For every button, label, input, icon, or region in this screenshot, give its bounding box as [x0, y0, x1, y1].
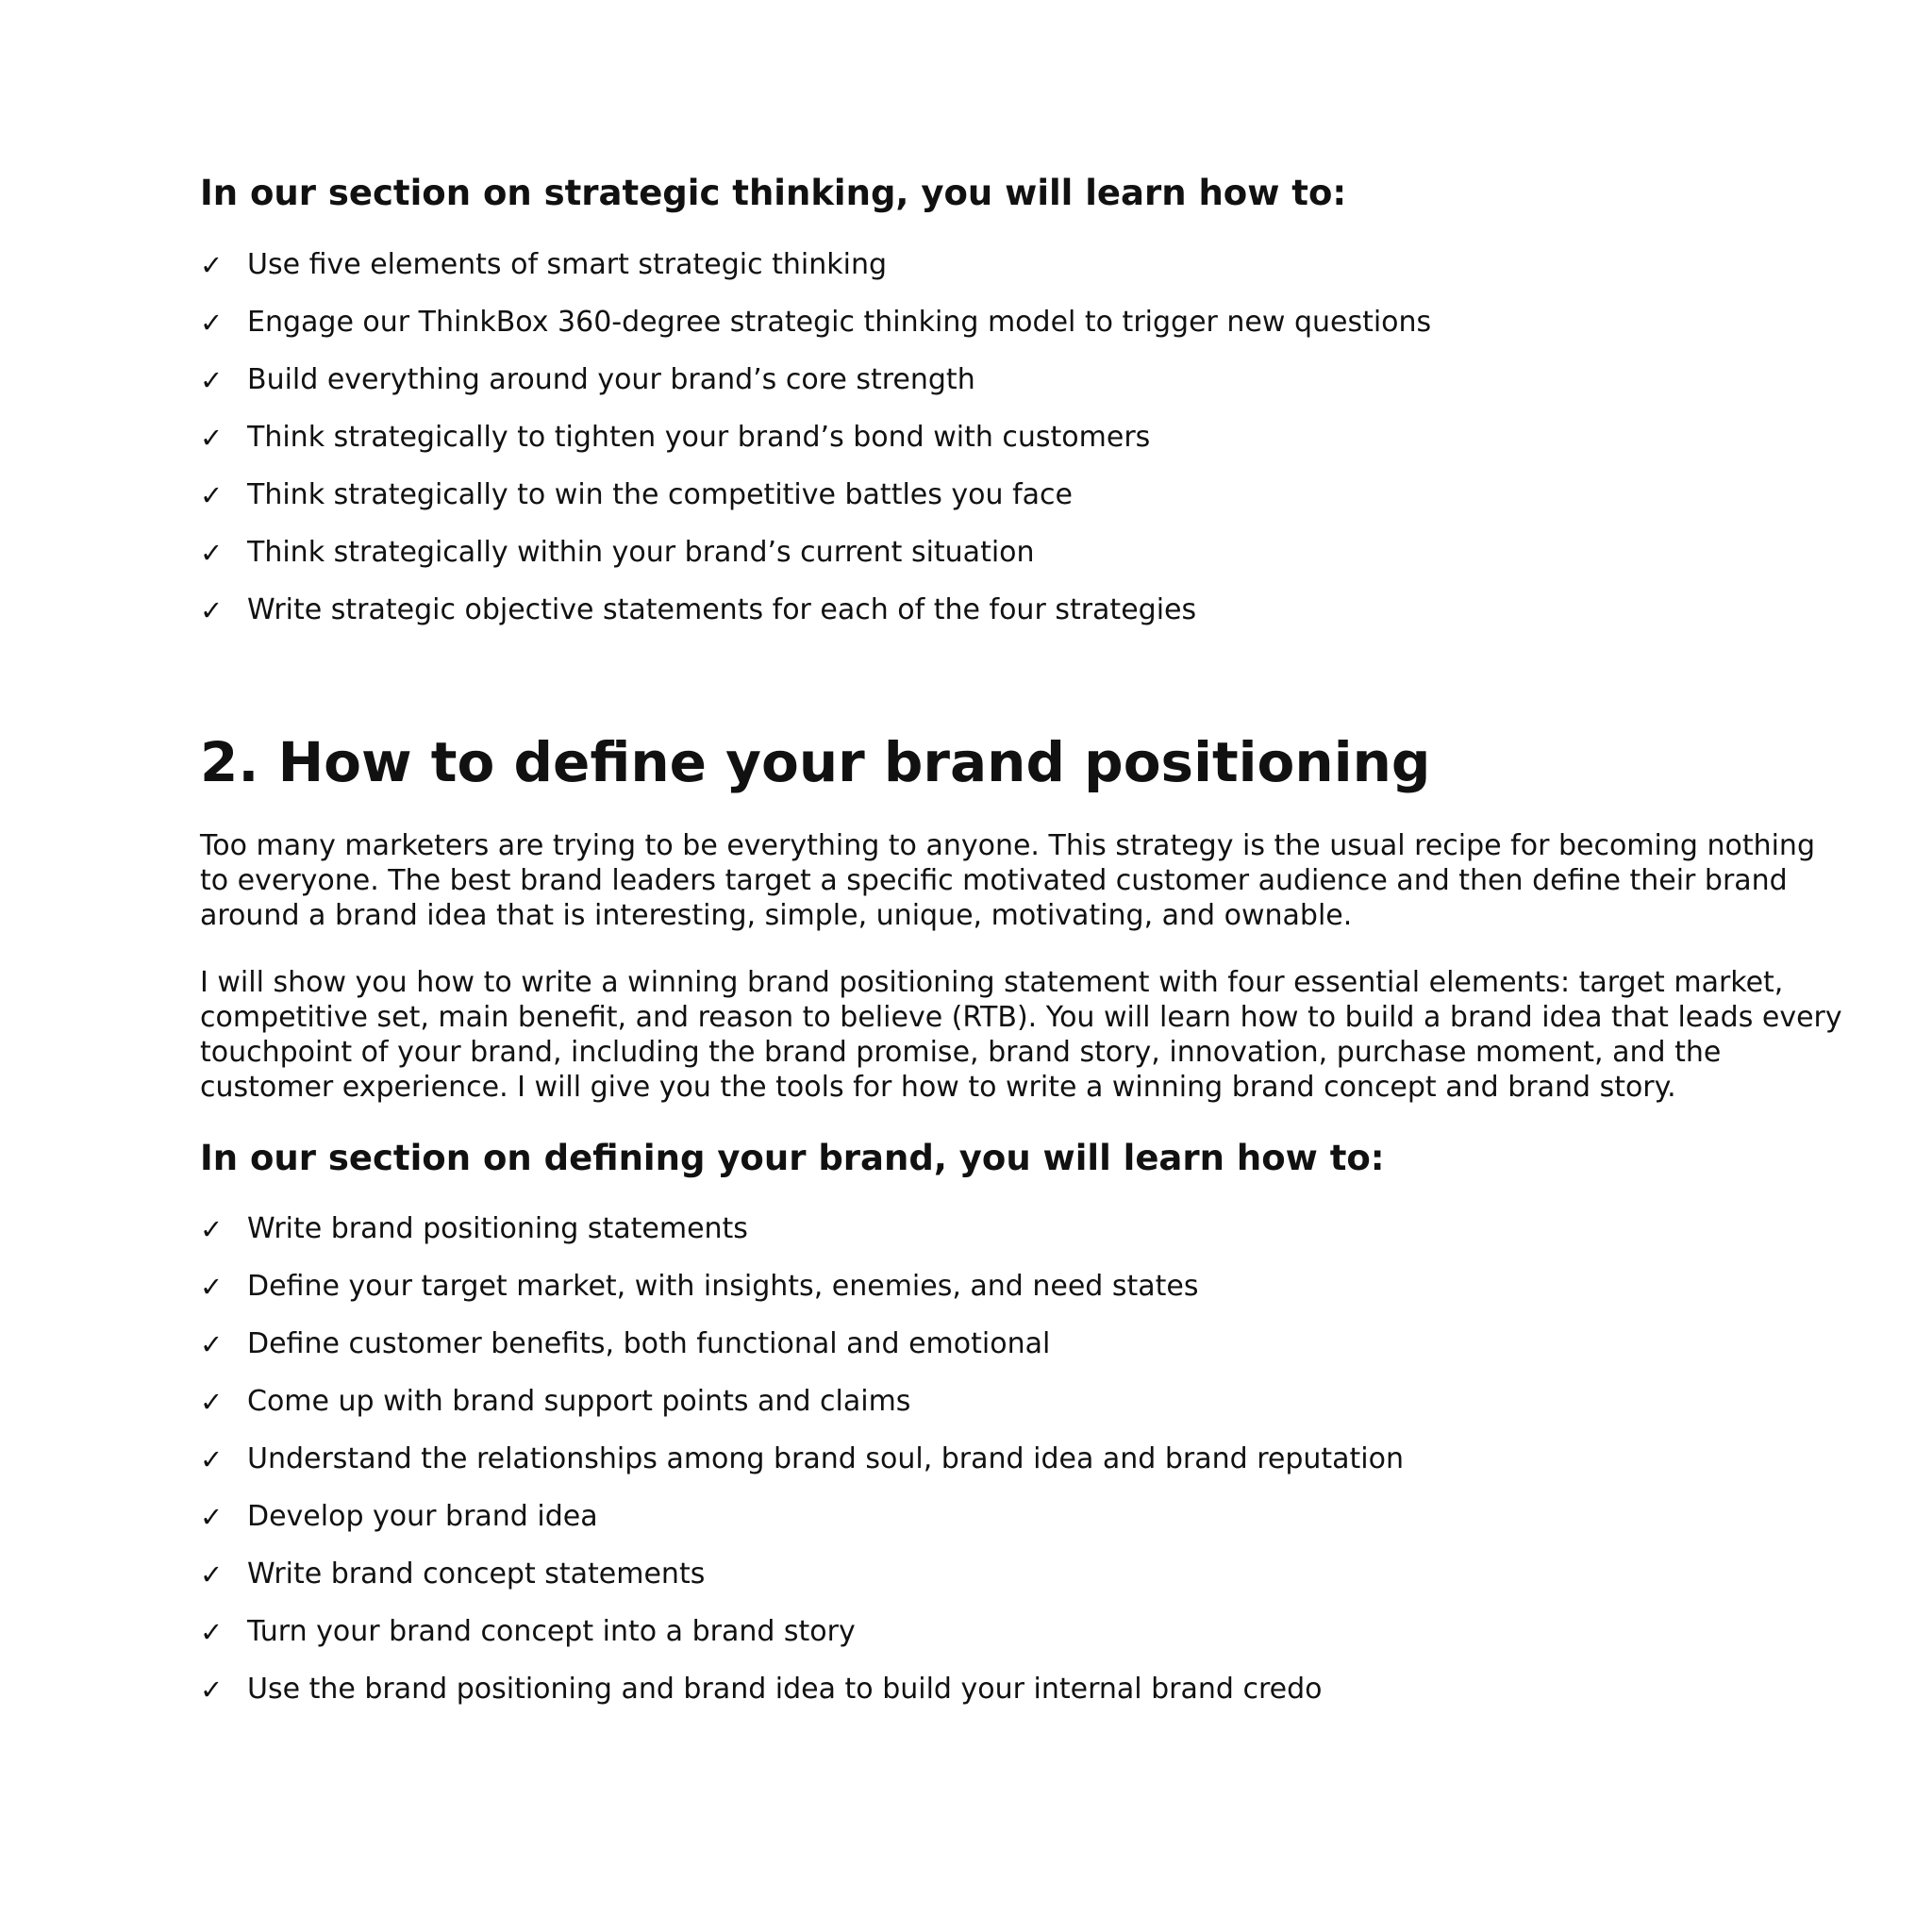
checklist-item-text: Think strategically within your brand’s current situation: [247, 535, 1035, 569]
checklist-item: [200, 1660, 1404, 1718]
checklist-item: [200, 1315, 1404, 1373]
checkmark-icon: ✓: [200, 536, 224, 569]
checkmark-icon: ✓: [200, 1500, 224, 1533]
checkmark-icon: ✓: [200, 1442, 224, 1475]
checklist-item: [200, 1200, 1404, 1257]
section-subheading-defining-brand: In our section on defining your brand, you will learn how to:: [200, 1138, 1385, 1178]
checkmark-icon: ✓: [200, 1615, 224, 1648]
checklist-item-text: Think strategically to tighten your brand’s bond with customers: [247, 420, 1151, 454]
defining-brand-checklist: [200, 1200, 1404, 1718]
paragraph-details: I will show you how to write a winning brand positioning statement with four essential elements: target market, competitive set, main benefit, and reason to believe (RTB). You will learn how to build a brand idea that leads every touchpoint of your brand, including the brand promise, brand story, innovation, purchase moment, and the customer experience. I will give you the tools for how to write a winning brand concept and brand story.: [200, 966, 1842, 1104]
section-title-brand-positioning: 2. How to define your brand positioning: [200, 730, 1431, 794]
checklist-item-text: Use the brand positioning and brand idea to build your internal brand credo: [247, 1672, 1323, 1706]
checklist-item: [200, 351, 1431, 408]
checklist-item: [200, 1545, 1404, 1603]
checklist-item-text: Engage our ThinkBox 360-degree strategic thinking model to trigger new questions: [247, 305, 1432, 339]
checklist-item-text: Understand the relationships among brand soul, brand idea and brand reputation: [247, 1441, 1405, 1475]
checkmark-icon: ✓: [200, 306, 224, 339]
checkmark-icon: ✓: [200, 421, 224, 454]
checklist-item: [200, 1603, 1404, 1660]
checklist-item-text: Turn your brand concept into a brand story: [247, 1614, 856, 1648]
paragraph-intro: Too many marketers are trying to be everything to anyone. This strategy is the usual recipe for becoming nothing to everyone. The best brand leaders target a specific motivated customer audience and then define their brand around a brand idea that is interesting, simple, unique, motivating, and ownable.: [200, 829, 1815, 932]
checklist-item: [200, 581, 1431, 639]
section-subheading-strategic-thinking: In our section on strategic thinking, you will learn how to:: [200, 173, 1347, 213]
checklist-item: [200, 1488, 1404, 1545]
checklist-item-text: Define your target market, with insights, enemies, and need states: [247, 1269, 1199, 1303]
checklist-item-text: Think strategically to win the competitive battles you face: [247, 477, 1073, 511]
checklist-item-text: Define customer benefits, both functional and emotional: [247, 1326, 1051, 1360]
checkmark-icon: ✓: [200, 248, 224, 281]
checklist-item: [200, 236, 1431, 293]
checklist-item: [200, 1257, 1404, 1315]
checklist-item-text: Use five elements of smart strategic thinking: [247, 247, 888, 281]
checklist-item: [200, 1430, 1404, 1488]
checklist-item: [200, 408, 1431, 466]
checklist-item-text: Develop your brand idea: [247, 1499, 598, 1533]
checkmark-icon: ✓: [200, 1212, 224, 1245]
checklist-item-text: Write brand positioning statements: [247, 1211, 748, 1245]
checklist-item-text: Write brand concept statements: [247, 1557, 706, 1591]
checklist-item: [200, 524, 1431, 581]
checkmark-icon: ✓: [200, 593, 224, 626]
checklist-item: [200, 293, 1431, 351]
checklist-item-text: Come up with brand support points and claims: [247, 1384, 911, 1418]
checkmark-icon: ✓: [200, 478, 224, 511]
checklist-item: [200, 466, 1431, 524]
checkmark-icon: ✓: [200, 1327, 224, 1360]
checkmark-icon: ✓: [200, 1270, 224, 1303]
checkmark-icon: ✓: [200, 1385, 224, 1418]
checkmark-icon: ✓: [200, 363, 224, 396]
checklist-item-text: Write strategic objective statements for each of the four strategies: [247, 592, 1197, 626]
checkmark-icon: ✓: [200, 1557, 224, 1591]
strategic-thinking-checklist: [200, 236, 1431, 639]
checklist-item-text: Build everything around your brand’s core strength: [247, 362, 975, 396]
checklist-item: [200, 1373, 1404, 1430]
checkmark-icon: ✓: [200, 1673, 224, 1706]
